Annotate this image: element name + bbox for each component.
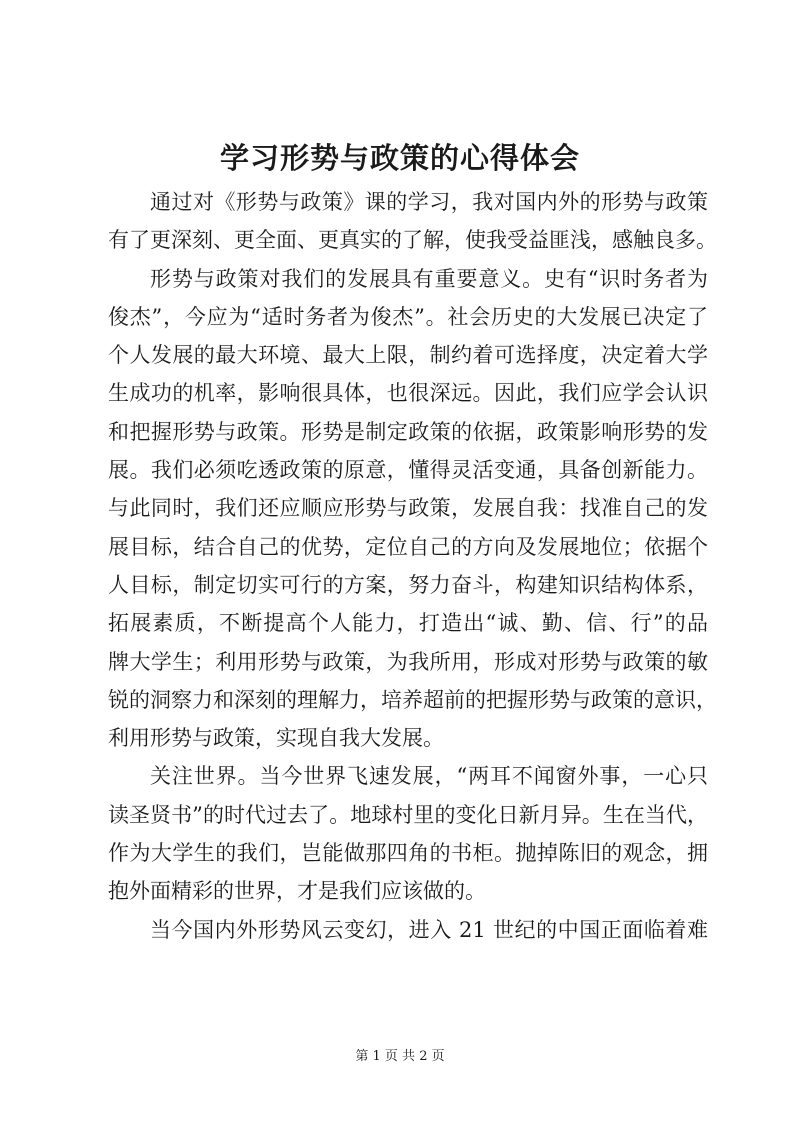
paragraph-2-line-10: 拓展素质，不断提高个人能力，打造出“诚、勤、信、行”的品 [108, 611, 708, 636]
paragraph-3-line-2: 读圣贤书”的时代过去了。地球村里的变化日新月异。生在当代， [108, 802, 708, 827]
paragraph-2-line-8: 展目标，结合自己的优势，定位自己的方向及发展地位；依据个 [108, 534, 708, 559]
paragraph-2-line-5: 和把握形势与政策。形势是制定政策的依据，政策影响形势的发 [108, 419, 708, 444]
paragraph-3-line-3: 作为大学生的我们，岂能做那四角的书柜。抛掉陈旧的观念，拥 [108, 841, 708, 866]
paragraph-2-line-13: 利用形势与政策，实现自我大发展。 [108, 726, 444, 751]
paragraph-2-line-4: 生成功的机率，影响很具体，也很深远。因此，我们应学会认识 [108, 381, 708, 406]
paragraph-2-line-1: 形势与政策对我们的发展具有重要意义。史有“识时务者为 [150, 266, 708, 291]
paragraph-3-line-1: 关注世界。当今世界飞速发展，“两耳不闻窗外事，一心只 [150, 764, 708, 789]
paragraph-1-line-2: 有了更深刻、更全面、更真实的了解，使我受益匪浅，感触良多。 [108, 228, 717, 253]
paragraph-1-line-1: 通过对《形势与政策》课的学习，我对国内外的形势与政策 [150, 190, 708, 214]
paragraph-4-line-1: 当今国内外形势风云变幻，进入 21 世纪的中国正面临着难 [150, 917, 708, 942]
document-title: 学习形势与政策的心得体会 [219, 141, 580, 175]
paragraph-3-line-4: 抱外面精彩的世界，才是我们应该做的。 [108, 879, 486, 904]
page-number-footer: 第 1 页 共 2 页 [355, 1049, 445, 1064]
paragraph-2-line-6: 展。我们必须吃透政策的原意，懂得灵活变通，具备创新能力。 [108, 458, 708, 483]
paragraph-2-line-11: 牌大学生；利用形势与政策，为我所用，形成对形势与政策的敏 [108, 649, 708, 674]
paragraph-2-line-9: 人目标，制定切实可行的方案，努力奋斗，构建知识结构体系， [108, 572, 708, 597]
document-body [108, 183, 717, 949]
paragraph-2-line-12: 锐的洞察力和深刻的理解力，培养超前的把握形势与政策的意识， [108, 687, 717, 712]
paragraph-2-line-3: 个人发展的最大环境、最大上限，制约着可选择度，决定着大学 [108, 343, 708, 368]
paragraph-2-line-2: 俊杰”，今应为“适时务者为俊杰”。社会历史的大发展已决定了 [108, 304, 708, 329]
paragraph-2-line-7: 与此同时，我们还应顺应形势与政策，发展自我：找准自己的发 [108, 496, 708, 521]
